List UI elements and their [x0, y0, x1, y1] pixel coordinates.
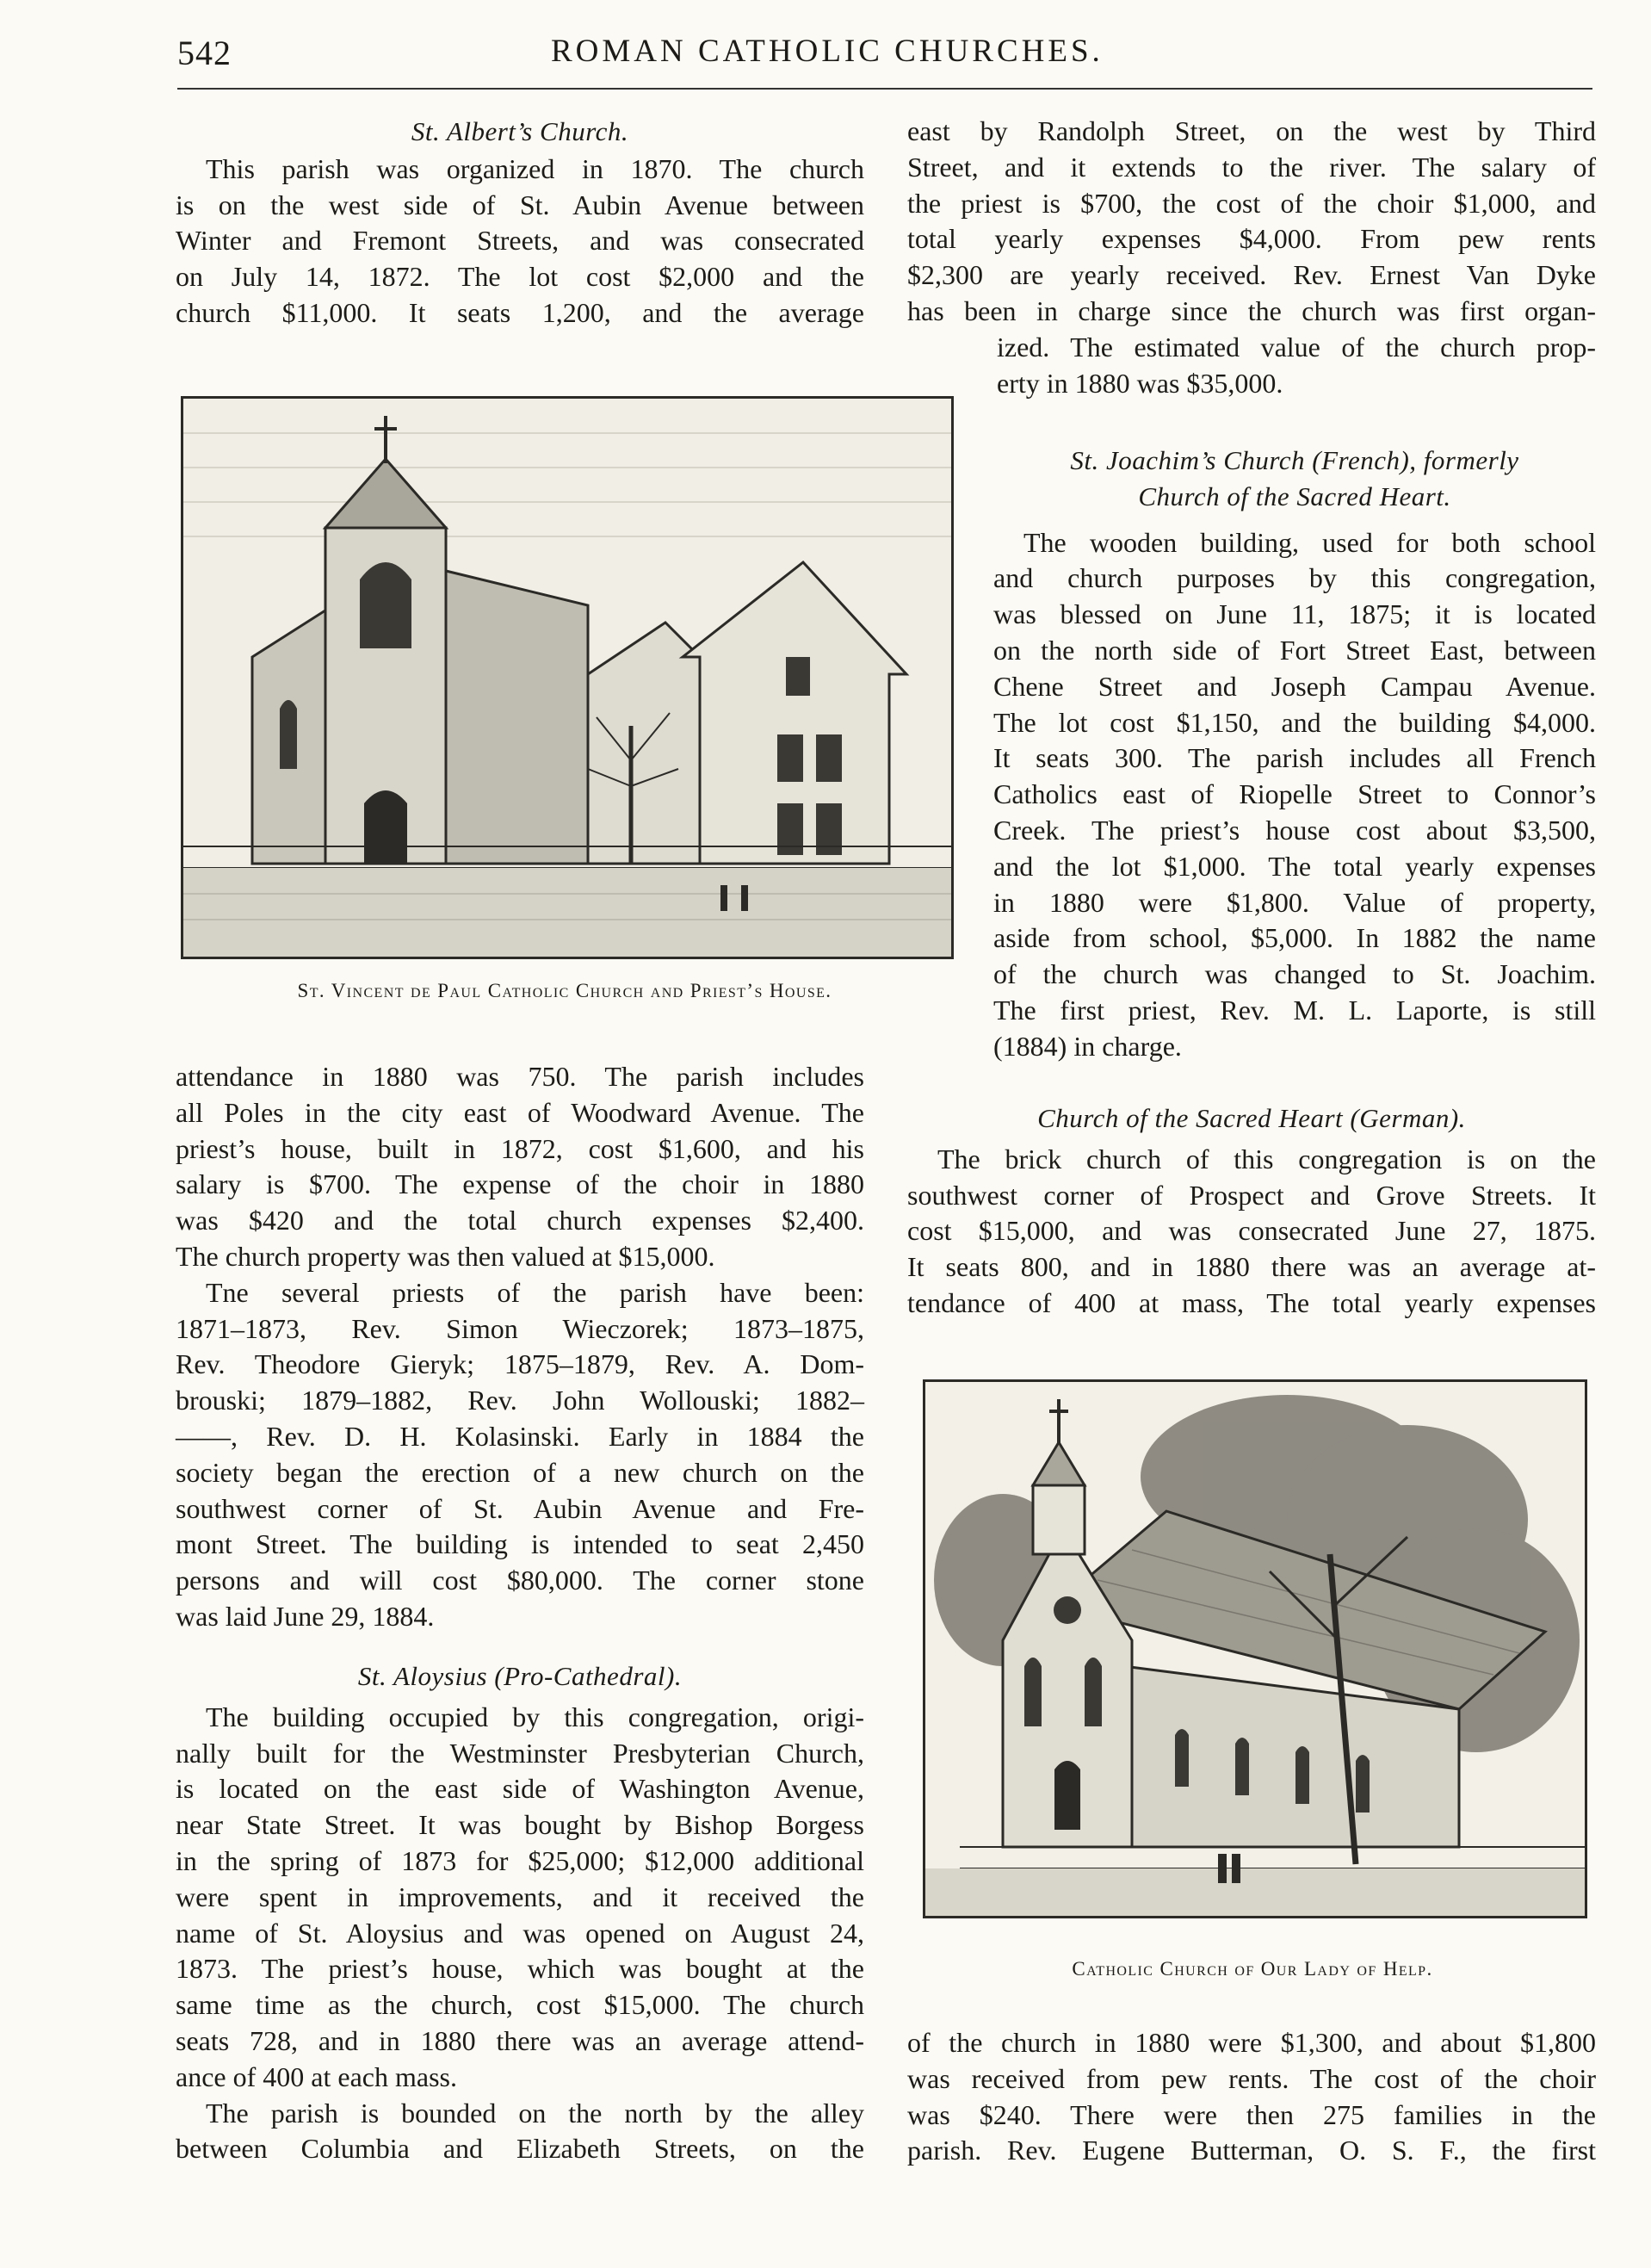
- text-line: between Columbia and Elizabeth Streets, on the: [176, 2133, 864, 2165]
- text-line: of the church in 1880 were $1,300, and about $1,800: [907, 2027, 1596, 2058]
- our-lady-of-help-illustration: [923, 1379, 1587, 1918]
- text-line: aside from school, $5,000. In 1882 the name: [993, 922, 1596, 954]
- text-line: and the lot $1,000. The total yearly expenses: [993, 850, 1596, 882]
- header-rule: [177, 88, 1592, 90]
- st-albert-heading: St. Albert’s Church.: [411, 116, 629, 146]
- text-line: The church property was then valued at $15,000.: [176, 1240, 715, 1272]
- text-line: is on the west side of St. Aubin Avenue between: [176, 189, 864, 220]
- st-joachim-heading: St. Joachim’s Church (French), formerly: [1070, 445, 1519, 475]
- text-line: was $240. There were then 275 families in the: [907, 2098, 1596, 2130]
- text-line: all Poles in the city east of Woodward Avenue. The: [176, 1096, 864, 1128]
- text-line: nally built for the Westminster Presbyterian Church,: [176, 1737, 864, 1769]
- sacred-heart-section: [907, 1100, 1596, 1322]
- text-line: southwest corner of St. Aubin Avenue and Fre-: [176, 1492, 864, 1524]
- text-line: (1884) in charge.: [993, 1030, 1182, 1062]
- text-line: east by Randolph Street, on the west by Third: [907, 115, 1596, 146]
- text-line: $2,300 are yearly received. Rev. Ernest Van Dyke: [907, 259, 1596, 291]
- text-line: cost $15,000, and was consecrated June 27, 1875.: [907, 1215, 1596, 1247]
- text-line: It seats 300. The parish includes all French: [993, 742, 1596, 774]
- text-line: The parish is bounded on the north by the alley: [206, 2097, 864, 2129]
- st-aloysius-section: [176, 1658, 864, 2167]
- text-line: and church purposes by this congregation,: [993, 562, 1596, 594]
- text-line: 1871–1873, Rev. Simon Wieczorek; 1873–1875,: [176, 1312, 864, 1344]
- text-line: was received from pew rents. The cost of the choir: [907, 2062, 1596, 2094]
- text-line: Tne several priests of the parish have been:: [206, 1276, 864, 1308]
- text-line: erty in 1880 was $35,000.: [997, 367, 1283, 399]
- text-line: near State Street. It was bought by Bishop Borgess: [176, 1809, 864, 1841]
- st-vincent-caption: St. Vincent de Paul Catholic Church and Priest’s House.: [297, 980, 832, 1001]
- text-line: on the north side of Fort Street East, between: [993, 634, 1596, 666]
- text-line: brouski; 1879–1882, Rev. John Wollouski; 1882–: [176, 1385, 864, 1416]
- st-albert-section: [176, 114, 864, 332]
- text-line: were spent in improvements, and it received the: [176, 1881, 864, 1912]
- text-line: This parish was organized in 1870. The church: [206, 152, 864, 184]
- text-line: name of St. Aloysius and was opened on August 24,: [176, 1917, 864, 1949]
- text-line: The brick church of this congregation is on the: [937, 1143, 1596, 1174]
- st-aloysius-continued-narrow: [997, 330, 1596, 402]
- text-line: of the church was changed to St. Joachim.: [993, 958, 1596, 990]
- text-line: church $11,000. It seats 1,200, and the average: [176, 296, 864, 328]
- text-line: The first priest, Rev. M. L. Laporte, is still: [993, 994, 1596, 1026]
- st-vincent-church-illustration: [181, 396, 954, 959]
- st-joachim-section: [993, 443, 1596, 1065]
- text-line: Street, and it extends to the river. The salary of: [907, 151, 1596, 183]
- text-line: ance of 400 at each mass.: [176, 2060, 457, 2092]
- text-line: mont Street. The building is intended to seat 2,450: [176, 1528, 864, 1560]
- text-line: Winter and Fremont Streets, and was consecrated: [176, 225, 864, 257]
- text-line: total yearly expenses $4,000. From pew rents: [907, 223, 1596, 255]
- text-line: tendance of 400 at mass, The total yearly expenses: [907, 1286, 1596, 1318]
- text-line: was laid June 29, 1884.: [176, 1600, 435, 1632]
- text-line: 1873. The priest’s house, which was bought at the: [176, 1953, 864, 1985]
- text-line: southwest corner of Prospect and Grove Streets. It: [907, 1179, 1596, 1211]
- text-line: attendance in 1880 was 750. The parish includes: [176, 1061, 864, 1092]
- text-line: The building occupied by this congregation, origi-: [206, 1701, 864, 1732]
- text-line: is located on the east side of Washington Avenue,: [176, 1773, 864, 1805]
- text-line: Creek. The priest’s house cost about $3,500,: [993, 814, 1596, 846]
- our-lady-caption: Catholic Church of Our Lady of Help.: [1072, 1958, 1433, 1980]
- text-line: The lot cost $1,150, and the building $4,000.: [993, 706, 1596, 738]
- text-line: salary is $700. The expense of the choir in 1880: [176, 1168, 864, 1200]
- text-line: was blessed on June 11, 1875; it is located: [993, 598, 1596, 630]
- st-aloysius-heading: St. Aloysius (Pro-Cathedral).: [357, 1661, 683, 1691]
- text-line: priest’s house, built in 1872, cost $1,600, and his: [176, 1132, 864, 1164]
- text-line: same time as the church, cost $15,000. The church: [176, 1989, 864, 2021]
- text-line: persons and will cost $80,000. The corner stone: [176, 1565, 864, 1596]
- text-line: society began the erection of a new church on the: [176, 1456, 864, 1488]
- st-albert-continued: [176, 1059, 864, 1635]
- text-line: It seats 800, and in 1880 there was an average at-: [907, 1251, 1596, 1283]
- text-line: in 1880 were $1,800. Value of property,: [993, 886, 1596, 918]
- text-line: ——, Rev. D. H. Kolasinski. Early in 1884 the: [176, 1420, 864, 1452]
- text-line: parish. Rev. Eugene Butterman, O. S. F., the first: [907, 2135, 1596, 2166]
- text-line: ized. The estimated value of the church prop-: [997, 332, 1596, 363]
- text-line: in the spring of 1873 for $25,000; $12,000 additional: [176, 1844, 864, 1876]
- text-line: on July 14, 1872. The lot cost $2,000 and the: [176, 261, 864, 293]
- text-line: Rev. Theodore Gieryk; 1875–1879, Rev. A. Dom-: [176, 1348, 864, 1380]
- st-aloysius-continued: [907, 114, 1596, 330]
- sacred-heart-heading: Church of the Sacred Heart (German).: [1037, 1103, 1466, 1133]
- text-line: has been in charge since the church was first organ-: [907, 294, 1596, 326]
- text-line: Chene Street and Joseph Campau Avenue.: [993, 670, 1596, 702]
- sacred-heart-continued: [907, 2025, 1596, 2169]
- text-line: Catholics east of Riopelle Street to Connor’s: [993, 778, 1596, 810]
- text-line: seats 728, and in 1880 there was an average attend-: [176, 2024, 864, 2056]
- text-line: The wooden building, used for both school: [1023, 526, 1596, 558]
- page-number: 542: [177, 34, 232, 72]
- text-line: the priest is $700, the cost of the choir $1,000, and: [907, 187, 1596, 219]
- st-joachim-heading-line2: Church of the Sacred Heart.: [1138, 480, 1451, 511]
- text-line: was $420 and the total church expenses $2,400.: [176, 1205, 864, 1236]
- running-head: ROMAN CATHOLIC CHURCHES.: [551, 34, 1104, 69]
